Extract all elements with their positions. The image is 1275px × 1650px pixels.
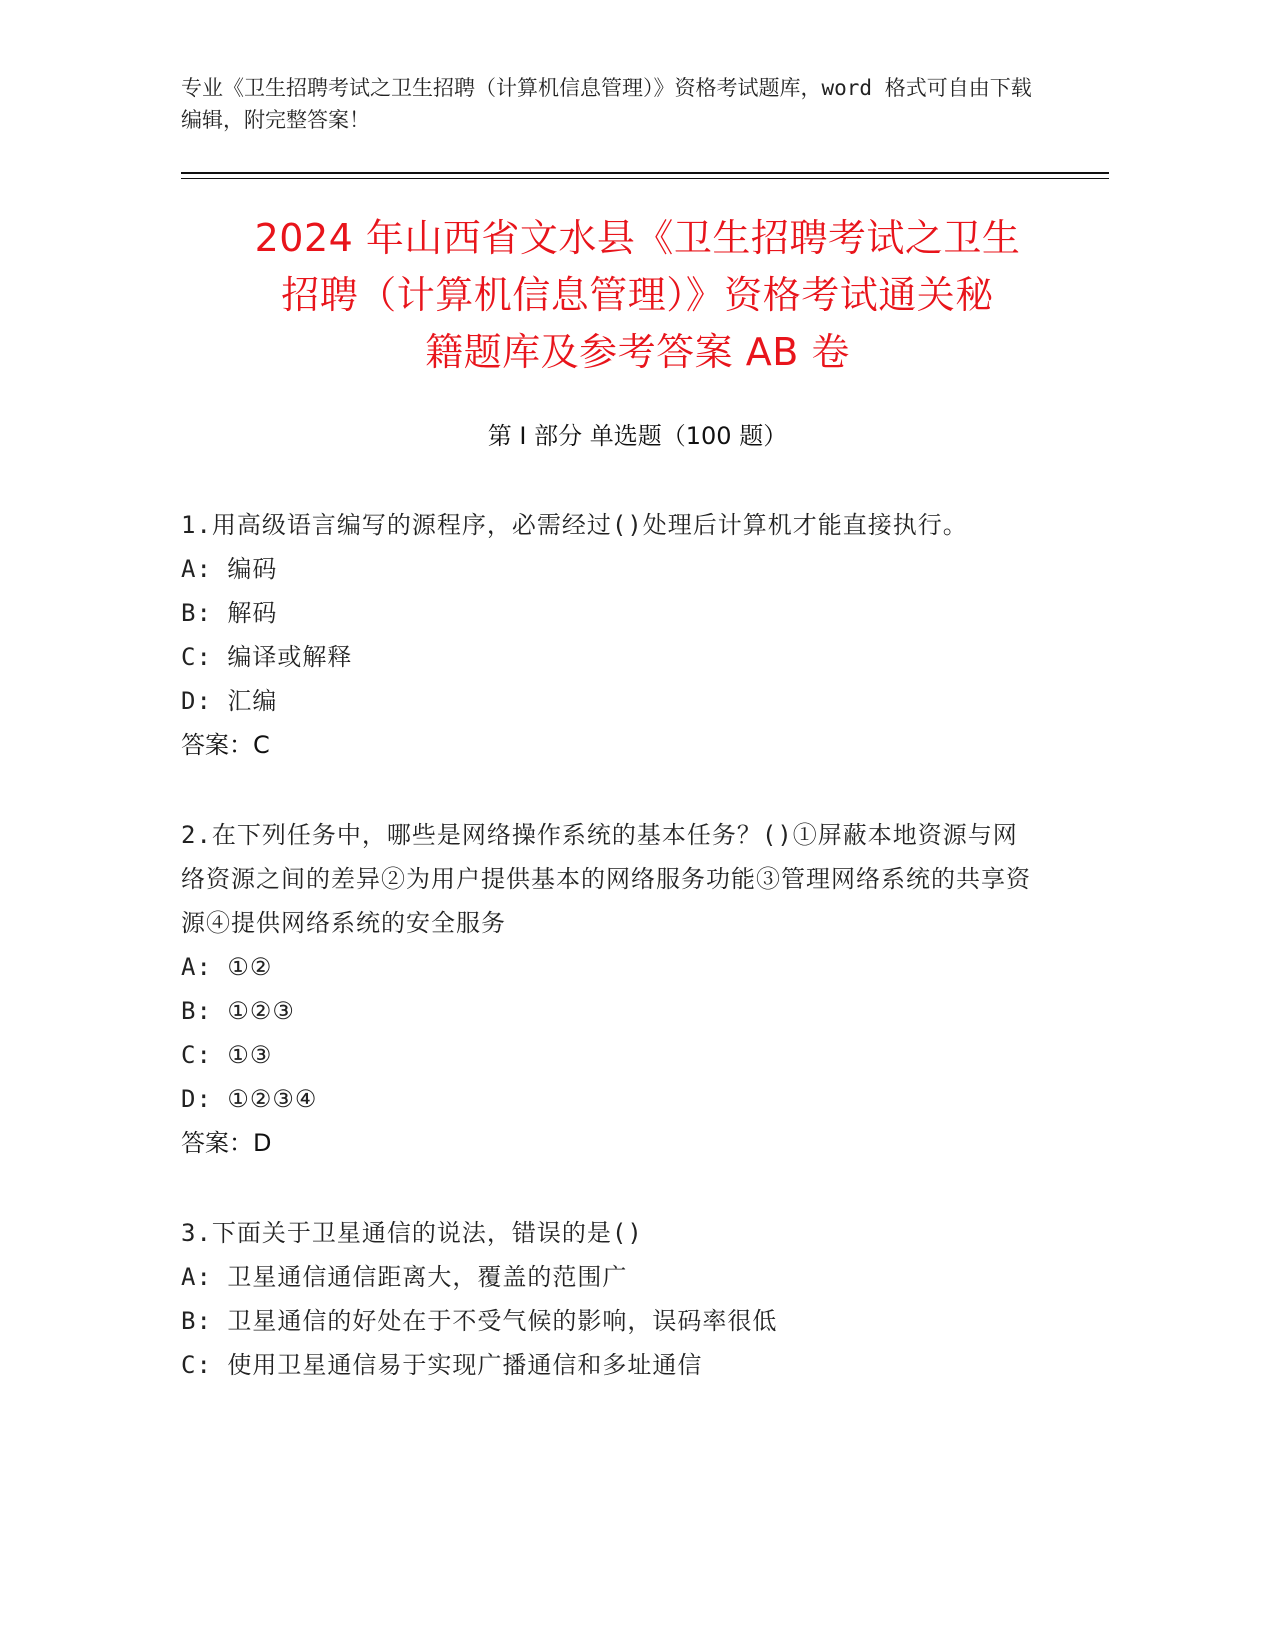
option-b: B: ①②③ bbox=[181, 997, 295, 1025]
document-title bbox=[150, 210, 1125, 381]
answer-line: 答案：C bbox=[181, 731, 270, 759]
option-c: C: 编译或解释 bbox=[181, 643, 353, 671]
question-list bbox=[181, 503, 1031, 1433]
title-line: 2024 年山西省文水县《卫生招聘考试之卫生 bbox=[254, 216, 1021, 260]
title-line: 招聘（计算机信息管理）》资格考试通关秘 bbox=[281, 273, 994, 317]
option-a: A: 卫星通信通信距离大，覆盖的范围广 bbox=[181, 1263, 628, 1291]
question-stem: 1.用高级语言编写的源程序，必需经过()处理后计算机才能直接执行。 bbox=[181, 511, 968, 539]
header-divider-thick bbox=[181, 172, 1109, 174]
question-1 bbox=[181, 503, 1031, 767]
answer-line: 答案：D bbox=[181, 1129, 272, 1157]
question-3 bbox=[181, 1211, 1031, 1387]
title-line: 籍题库及参考答案 AB 卷 bbox=[425, 330, 850, 374]
section-title: 第 I 部分 单选题（100 题） bbox=[487, 422, 788, 450]
header-note: 专业《卫生招聘考试之卫生招聘（计算机信息管理）》资格考试题库，word 格式可自由下载编辑，附完整答案！ bbox=[181, 76, 1032, 132]
option-c: C: 使用卫星通信易于实现广播通信和多址通信 bbox=[181, 1351, 703, 1379]
question-stem: 2.在下列任务中，哪些是网络操作系统的基本任务？()①屏蔽本地资源与网络资源之间的差异②为用户提供基本的网络服务功能③管理网络系统的共享资源④提供网络系统的安全服务 bbox=[181, 821, 1031, 937]
header-divider-thin bbox=[181, 178, 1109, 179]
option-b: B: 解码 bbox=[181, 599, 278, 627]
question-2 bbox=[181, 813, 1031, 1165]
option-d: D: 汇编 bbox=[181, 687, 278, 715]
option-c: C: ①③ bbox=[181, 1041, 273, 1069]
option-a: A: ①② bbox=[181, 953, 273, 981]
option-d: D: ①②③④ bbox=[181, 1085, 318, 1113]
question-stem: 3.下面关于卫星通信的说法，错误的是() bbox=[181, 1219, 643, 1247]
option-a: A: 编码 bbox=[181, 555, 278, 583]
option-b: B: 卫星通信的好处在于不受气候的影响，误码率很低 bbox=[181, 1307, 778, 1335]
